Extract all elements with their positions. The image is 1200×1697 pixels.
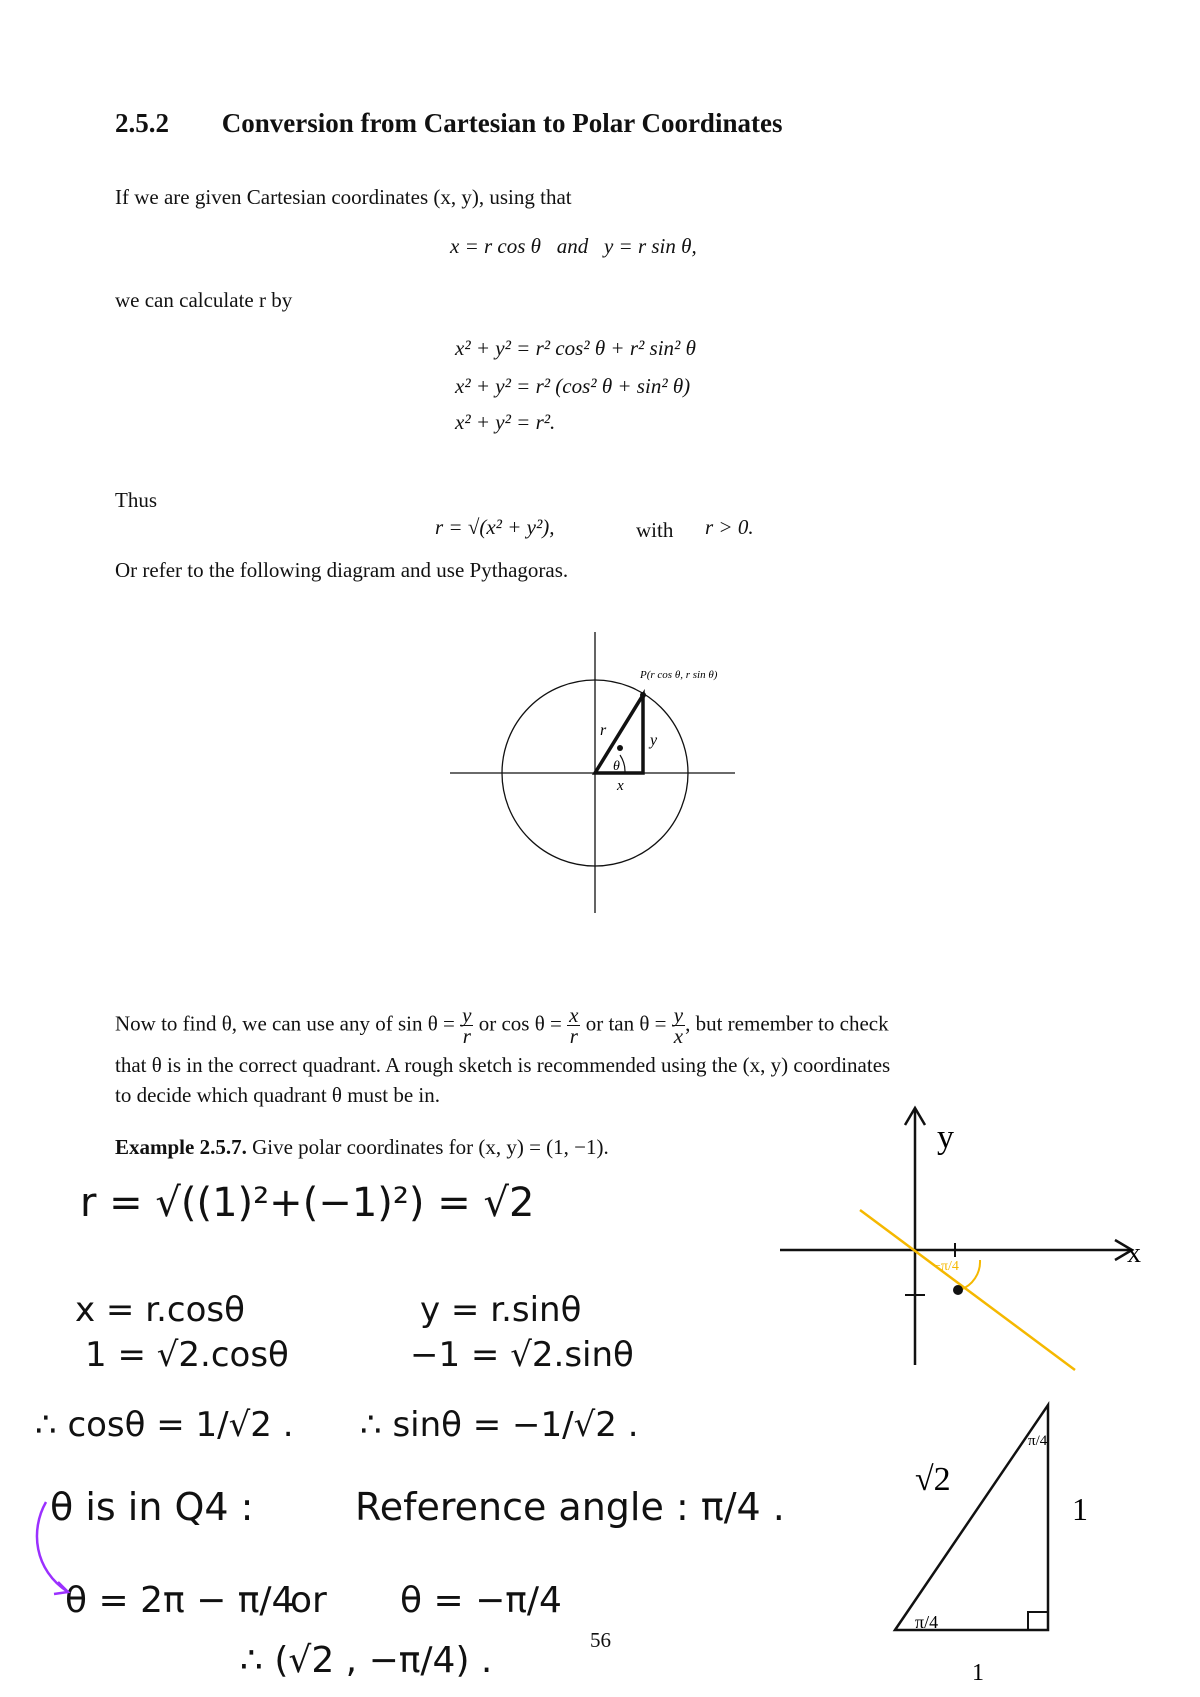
section-title: Conversion from Cartesian to Polar Coordinates	[221, 108, 783, 138]
intro-text: If we are given Cartesian coordinates (x, y), using that	[115, 185, 572, 209]
triangle-base-label: 1	[972, 1660, 984, 1686]
condition-r: r > 0.	[705, 515, 754, 539]
quadrant-sketch	[775, 1100, 1155, 1380]
sketch-x-label: x	[1127, 1238, 1141, 1269]
hand-y-eq: y = r.sinθ	[420, 1290, 582, 1330]
hand-quadrant: θ is in Q4 :	[50, 1485, 254, 1529]
example-text: Give polar coordinates for (x, y) = (1, −1).	[252, 1135, 609, 1159]
cos-fraction: $\frac{x}{r}$	[569, 1003, 579, 1048]
sin-fraction: $\frac{y}{r}$	[462, 1003, 472, 1048]
theta-paragraph-line-2: that θ is in the correct quadrant. A rough sketch is recommended using the (x, y) coordinates	[115, 1053, 891, 1077]
sketch-point	[953, 1285, 963, 1295]
hand-final-answer: ∴ (√2 , −π/4) .	[240, 1640, 493, 1681]
point-p-label: P(r cos θ, r sin θ)	[640, 669, 718, 681]
triangle-shape	[895, 1405, 1048, 1630]
thus-text: Thus	[115, 488, 157, 512]
equation-line-3: x² + y² = r².	[455, 410, 556, 434]
pythagoras-text: Or refer to the following diagram and use Pythagoras.	[115, 558, 569, 582]
equation-line-1: x² + y² = r² cos² θ + r² sin² θ	[455, 336, 696, 360]
tan-fraction: $\frac{y}{x}$	[673, 1003, 684, 1048]
equation-r: r = √(x² + y²),	[435, 515, 555, 539]
theta-text-a: Now to find θ, we can use any of sin θ =	[115, 1011, 455, 1036]
theta-text-c: or tan θ =	[585, 1011, 667, 1036]
theta-text-b: or cos θ =	[478, 1011, 562, 1036]
calc-r-text: we can calculate r by	[115, 288, 293, 312]
sketch-line	[860, 1210, 1075, 1370]
triangle-bottom-angle: π/4	[915, 1612, 939, 1632]
triangle-top-angle: π/4	[1028, 1433, 1048, 1449]
hand-y-sub: −1 = √2.sinθ	[410, 1335, 634, 1375]
triangle-side-label: 1	[1072, 1491, 1088, 1527]
x-label: x	[617, 778, 624, 794]
hand-r-calc: r = √((1)²+(−1)²) = √2	[80, 1180, 535, 1226]
theta-dot	[617, 745, 623, 751]
page-number: 56	[590, 1628, 611, 1652]
polar-diagram	[450, 630, 750, 920]
r-label: r	[600, 722, 607, 739]
section-number: 2.5.2	[115, 108, 169, 138]
sketch-y-label: y	[937, 1119, 954, 1156]
reference-triangle	[850, 1390, 1130, 1690]
equation-xy: x = r cos θ and y = r sin θ,	[450, 234, 697, 258]
equation-line-2: x² + y² = r² (cos² θ + sin² θ)	[455, 374, 691, 398]
hand-theta-alt: θ = −π/4	[400, 1580, 562, 1621]
example-heading	[115, 1132, 609, 1162]
theta-text-d: , but remember to check	[685, 1011, 889, 1036]
y-label: y	[650, 732, 658, 749]
purple-arrow-icon	[28, 1500, 78, 1600]
hand-or: or	[290, 1580, 327, 1621]
theta-paragraph-line-1	[115, 1005, 889, 1046]
with-text: with	[636, 518, 674, 542]
section-heading	[115, 108, 782, 139]
hand-sin-result: ∴ sinθ = −1/√2 .	[360, 1405, 639, 1445]
theta-paragraph-line-3: to decide which quadrant θ must be in.	[115, 1083, 440, 1107]
hand-x-sub: 1 = √2.cosθ	[85, 1335, 289, 1375]
triangle-hyp-label: √2	[915, 1461, 951, 1498]
sketch-angle-label: −π/4	[933, 1259, 959, 1274]
hand-theta-result: θ = 2π − π/4	[65, 1580, 295, 1621]
theta-arc	[620, 755, 625, 773]
theta-label: θ	[613, 759, 620, 774]
point-p-dot	[640, 692, 646, 698]
example-label: Example 2.5.7.	[115, 1135, 247, 1159]
hand-x-eq: x = r.cosθ	[75, 1290, 245, 1330]
hand-cos-result: ∴ cosθ = 1/√2 .	[35, 1405, 294, 1445]
hand-reference-angle: Reference angle : π/4 .	[355, 1485, 785, 1529]
